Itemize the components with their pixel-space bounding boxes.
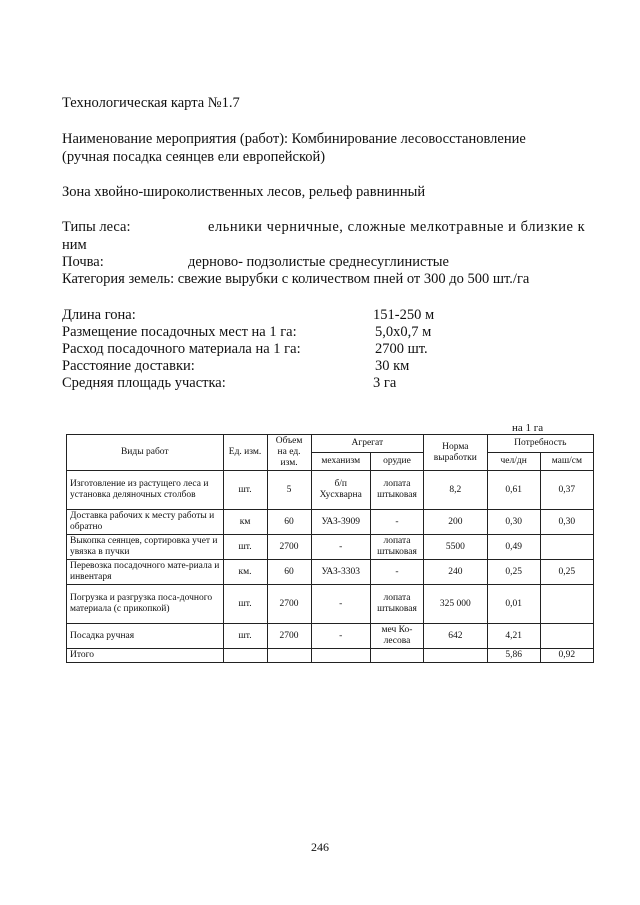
cell-mechanism: - [311, 585, 370, 624]
cell-unit: км. [223, 560, 267, 585]
cell-work: Погрузка и разгрузка поса-дочного материала (с прикопкой) [67, 585, 224, 624]
cell-mechanism: УАЗ-3909 [311, 510, 370, 535]
cell-machine-shifts [540, 535, 593, 560]
cell-volume: 2700 [267, 624, 311, 649]
cell-machine-shifts: 0,25 [540, 560, 593, 585]
table-row [67, 535, 594, 560]
cell-unit: км [223, 510, 267, 535]
cell-unit: шт. [223, 535, 267, 560]
technology-table [66, 434, 594, 663]
soil-value: дерново- подзолистые среднесуглинистые [188, 254, 449, 270]
cell-work: Выкопка сеянцев, сортировка учет и увязка в пучки [67, 535, 224, 560]
cell-volume: 60 [267, 560, 311, 585]
table-row [67, 471, 594, 510]
cell-empty [370, 649, 423, 663]
cell-norm: 240 [424, 560, 487, 585]
soil-label: Почва: [62, 254, 104, 270]
cell-mechanism: УАЗ-3303 [311, 560, 370, 585]
zone-line: Зона хвойно-широколиственных лесов, рельеф равнинный [62, 184, 426, 200]
table-row [67, 560, 594, 585]
header-person-days: чел/дн [487, 453, 540, 471]
cell-person-days: 0,61 [487, 471, 540, 510]
cell-volume: 2700 [267, 535, 311, 560]
cell-person-days: 0,01 [487, 585, 540, 624]
cell-mechanism: б/п Хусхварна [311, 471, 370, 510]
header-unit: Ед. изм. [223, 435, 267, 471]
cell-person-days: 0,25 [487, 560, 540, 585]
cell-unit: шт. [223, 471, 267, 510]
header-machine-shifts: маш/см [540, 453, 593, 471]
forest-type-value-cont: ним [62, 237, 87, 253]
cell-unit: шт. [223, 624, 267, 649]
cell-machine-shifts: 0,30 [540, 510, 593, 535]
cell-person-days: 0,30 [487, 510, 540, 535]
param-value: 3 га [373, 375, 397, 391]
cell-person-days: 4,21 [487, 624, 540, 649]
total-label: Итого [67, 649, 224, 663]
cell-mechanism: - [311, 624, 370, 649]
param-label: Размещение посадочных мест на 1 га: [62, 324, 297, 340]
cell-norm: 8,2 [424, 471, 487, 510]
cell-work: Изготовление из растущего леса и установка деляночных столбов [67, 471, 224, 510]
measure-line-1: Наименование мероприятия (работ): Комбинирование лесовосстановление [62, 131, 526, 147]
header-norm: Норма выработки [424, 435, 487, 471]
measure-line-2: (ручная посадка сеянцев ели европейской) [62, 149, 326, 165]
unit-note: на 1 га [512, 422, 544, 434]
cell-tool: лопата штыковая [370, 471, 423, 510]
forest-type-value: ельники черничные, сложные мелкотравные и близкие к [208, 219, 586, 235]
cell-norm: 200 [424, 510, 487, 535]
forest-type-label: Типы леса: [62, 219, 131, 235]
cell-tool: - [370, 560, 423, 585]
param-label: Длина гона: [62, 307, 136, 323]
header-work-types: Виды работ [67, 435, 224, 471]
header-volume: Объем на ед. изм. [267, 435, 311, 471]
param-label: Расход посадочного материала на 1 га: [62, 341, 301, 357]
cell-empty [424, 649, 487, 663]
header-mechanism: механизм [311, 453, 370, 471]
cell-tool: - [370, 510, 423, 535]
cell-work: Доставка рабочих к месту работы и обратно [67, 510, 224, 535]
cell-empty [311, 649, 370, 663]
cell-tool: лопата штыковая [370, 585, 423, 624]
cell-tool: меч Ко-лесова [370, 624, 423, 649]
cell-empty [267, 649, 311, 663]
cell-norm: 642 [424, 624, 487, 649]
param-value: 5,0х0,7 м [375, 324, 432, 340]
total-row [67, 649, 594, 663]
cell-unit: шт. [223, 585, 267, 624]
cell-mechanism: - [311, 535, 370, 560]
cell-machine-shifts: 0,37 [540, 471, 593, 510]
param-value: 151-250 м [373, 307, 435, 323]
param-value: 2700 шт. [375, 341, 428, 357]
header-row [67, 435, 594, 453]
cell-person-days: 0,49 [487, 535, 540, 560]
cell-norm: 325 000 [424, 585, 487, 624]
cell-tool: лопата штыковая [370, 535, 423, 560]
table-row [67, 585, 594, 624]
page-number: 246 [311, 840, 329, 854]
cell-empty [223, 649, 267, 663]
cell-machine-shifts [540, 624, 593, 649]
param-value: 30 км [375, 358, 410, 374]
header-need: Потребность [487, 435, 593, 453]
cell-volume: 5 [267, 471, 311, 510]
table-row [67, 510, 594, 535]
cell-work: Посадка ручная [67, 624, 224, 649]
header-tool: орудие [370, 453, 423, 471]
table-row [67, 624, 594, 649]
param-label: Расстояние доставки: [62, 358, 195, 374]
cell-volume: 60 [267, 510, 311, 535]
cell-work: Перевозка посадочного мате-риала и инвентаря [67, 560, 224, 585]
total-person-days: 5,86 [487, 649, 540, 663]
cell-norm: 5500 [424, 535, 487, 560]
param-label: Средняя площадь участка: [62, 375, 226, 391]
land-category-line: Категория земель: свежие вырубки с количеством пней от 300 до 500 шт./га [62, 271, 530, 287]
cell-volume: 2700 [267, 585, 311, 624]
cell-machine-shifts [540, 585, 593, 624]
card-title: Технологическая карта №1.7 [62, 95, 240, 111]
header-aggregate: Агрегат [311, 435, 424, 453]
total-machine-shifts: 0,92 [540, 649, 593, 663]
